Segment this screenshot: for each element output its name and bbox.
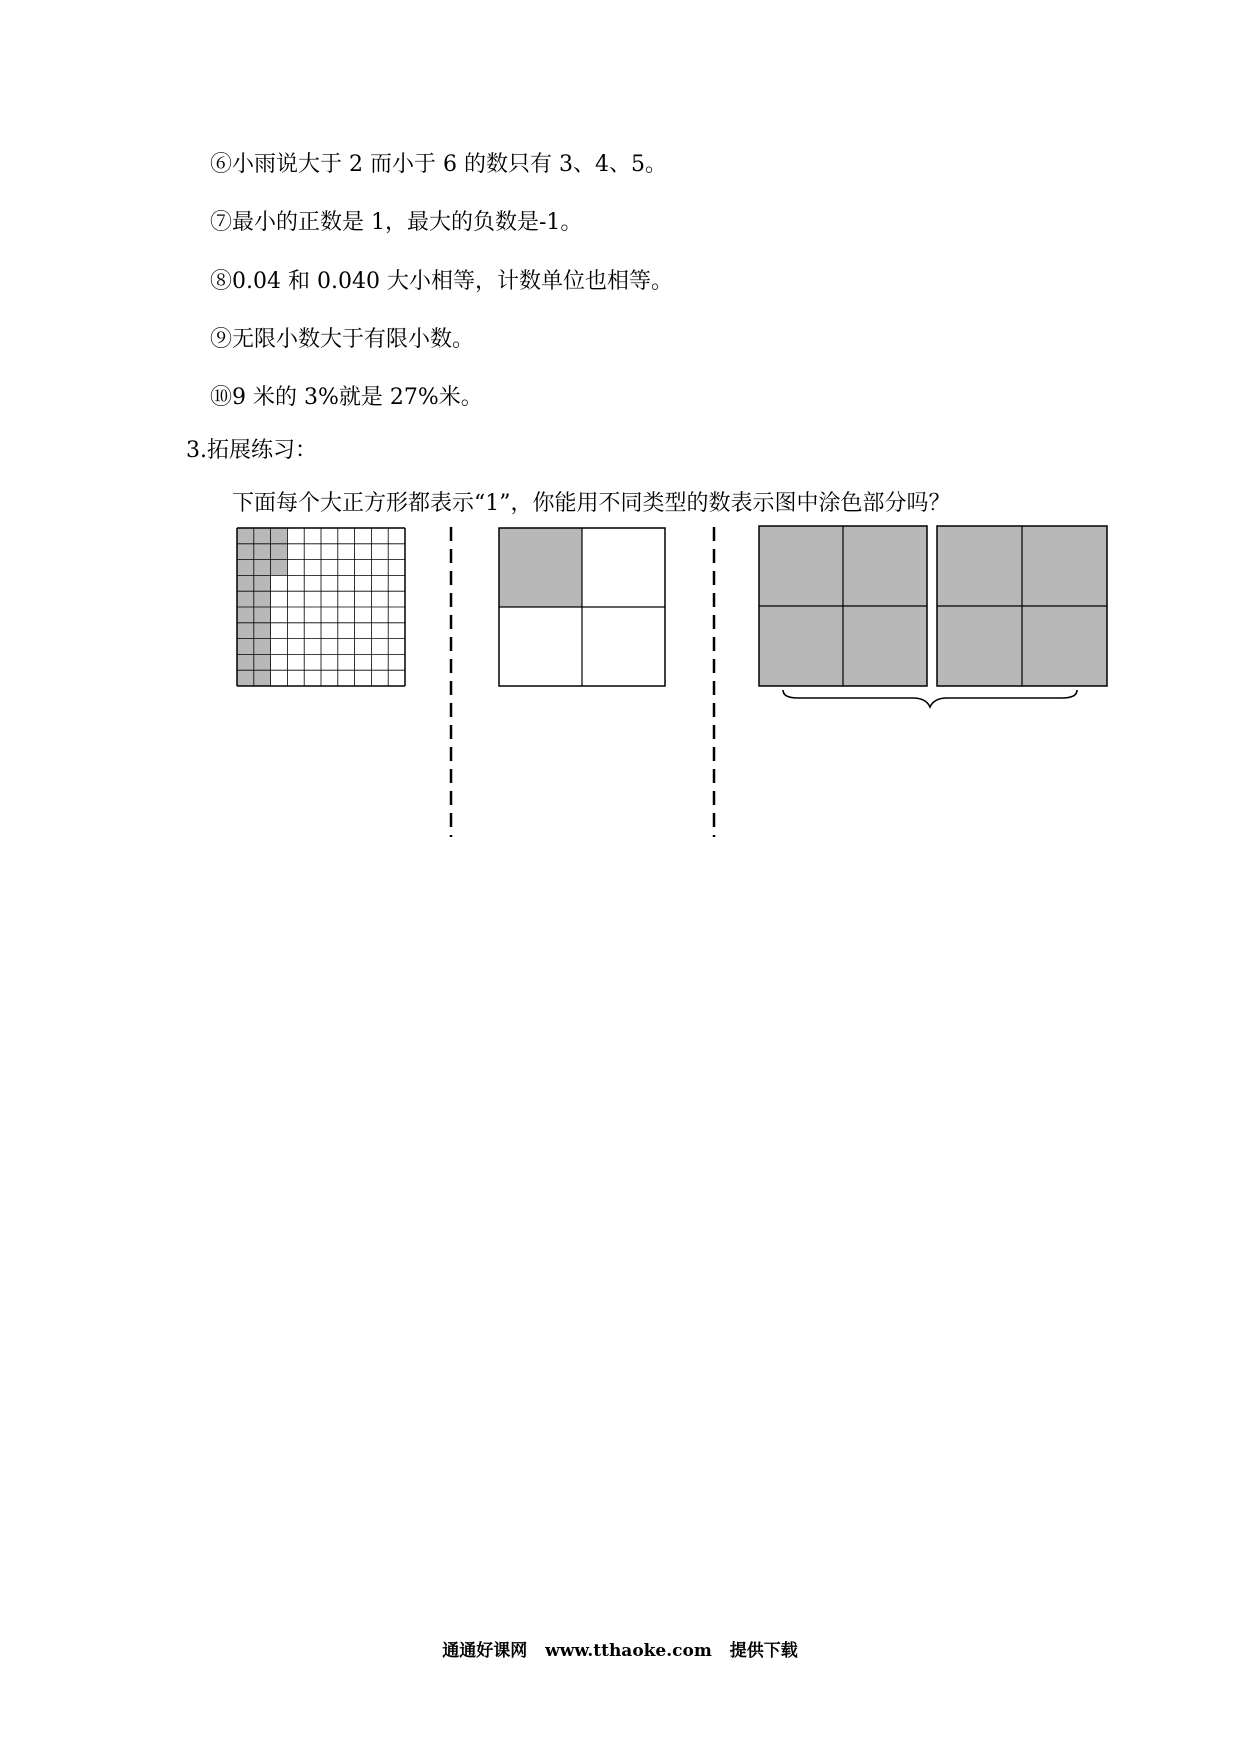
statement-8: ⑧0.04 和 0.040 大小相等，计数单位也相等。 [210,269,673,294]
shaded-cell [237,544,254,560]
shaded-cell [254,654,271,670]
footer-action: 提供下载 [729,1641,798,1661]
double-square-figure [758,525,1108,710]
shaded-cell [254,528,271,544]
shaded-cell [254,575,271,591]
section-title: 3.拓展练习： [186,438,317,463]
dashed-divider [448,527,454,837]
footer-site-name: 通通好课网 [442,1641,528,1661]
shaded-cell [237,560,254,576]
shaded-quarter [499,528,582,607]
shaded-square-left [759,526,927,686]
shaded-cell [237,623,254,639]
shaded-cell [237,639,254,655]
footer-url[interactable]: www.tthaoke.com [545,1641,712,1661]
quartered-square-figure [498,527,666,687]
shaded-cell [254,623,271,639]
shaded-cell [271,560,288,576]
shaded-square-right [937,526,1107,686]
statement-7: ⑦最小的正数是 1，最大的负数是-1。 [210,210,583,235]
hundred-grid-figure [236,527,406,687]
shaded-cell [237,575,254,591]
statement-10: ⑩9 米的 3%就是 27%米。 [210,385,483,410]
shaded-cell [271,528,288,544]
curly-brace [783,690,1077,707]
shaded-cell [237,591,254,607]
shaded-cell [254,670,271,686]
shaded-cell [237,528,254,544]
shaded-cell [254,544,271,560]
shaded-cell [237,654,254,670]
shaded-cell [254,560,271,576]
statement-9: ⑨无限小数大于有限小数。 [210,327,475,352]
shaded-cell [237,607,254,623]
shaded-cell [254,591,271,607]
footer [0,1636,1240,1661]
statement-6: ⑥小雨说大于 2 而小于 6 的数只有 3、4、5。 [210,152,667,177]
dashed-divider [711,527,717,837]
exercise-prompt: 下面每个大正方形都表示“1”，你能用不同类型的数表示图中涂色部分吗？ [232,491,951,516]
shaded-cell [254,607,271,623]
shaded-cell [271,544,288,560]
shaded-cell [254,639,271,655]
shaded-cell [237,670,254,686]
